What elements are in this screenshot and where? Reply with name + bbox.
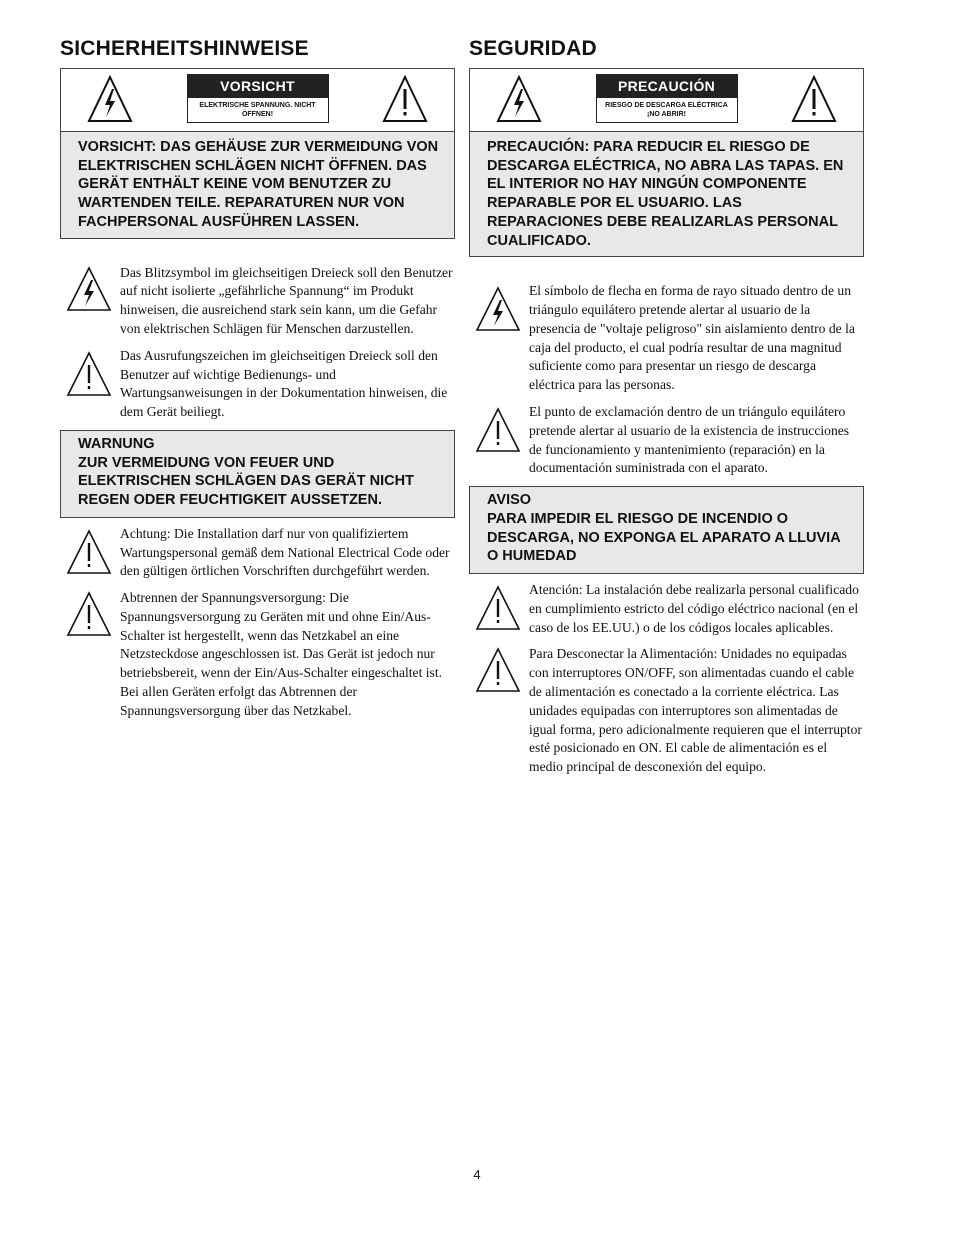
exclamation-symbol-text: El punto de exclamación dentro de un triángulo equilátero pretende alertar al usuario de la existencia de instrucciones de funcionamiento y mantenimiento (reparación) en la documentación suministrada con el aparato. (529, 404, 850, 476)
installation-note (469, 581, 864, 637)
caution-box (469, 68, 864, 257)
warning-title: AVISO (487, 492, 532, 509)
exclamation-triangle-icon (475, 407, 521, 453)
disconnect-note (60, 589, 455, 721)
lightning-symbol-explanation (60, 264, 455, 339)
disconnect-note (469, 645, 864, 777)
caution-label-title: PRECAUCIÓN (597, 75, 737, 98)
warning-text: ZUR VERMEIDUNG VON FEUER UND ELEKTRISCHEN SCHLÄGEN DAS GERÄT NICHT REGEN ODER FEUCHTIGKEIT AUSSETZEN. (78, 454, 414, 508)
exclamation-triangle-icon (66, 529, 112, 575)
exclamation-symbol-explanation (469, 403, 864, 478)
warning-title: WARNUNG (78, 435, 155, 452)
caution-label (187, 74, 329, 123)
exclamation-symbol-explanation (60, 347, 455, 422)
caution-text: VORSICHT: DAS GEHÄUSE ZUR VERMEIDUNG VON ELEKTRISCHEN SCHLÄGEN NICHT ÖFFNEN. DAS GERÄT ENTHÄLT KEINE VOM BENUTZER ZU WARTENDEN TEILE. REPARATUREN NUR VON FACHPERSONAL AUSFÜHREN LASSEN. (61, 132, 454, 238)
exclamation-triangle-icon (475, 647, 521, 693)
lightning-warning-icon (496, 75, 542, 123)
exclamation-triangle-icon (66, 351, 112, 397)
page-number: 4 (473, 1167, 481, 1182)
lightning-symbol-text: El símbolo de flecha en forma de rayo situado dentro de un triángulo equilátero pretende alertar al usuario de la presencia de "voltaje peligroso" sin aislamiento dentro de la caja del producto, el cual podría resultar de una magnitud suficiente como para presentar un riesgo de descarga eléctrica para las personas. (529, 283, 855, 393)
exclamation-warning-icon (382, 75, 428, 123)
lightning-symbol-explanation (469, 282, 864, 395)
installation-text: Achtung: Die Installation darf nur von qualifiziertem Wartungspersonal gemäß dem National Electrical Code oder den gültigen örtlichen Vorschriften durchgeführt werden. (120, 525, 450, 579)
installation-note (60, 525, 455, 581)
caution-label-panel (470, 69, 863, 132)
caution-label-title: VORSICHT (188, 75, 328, 98)
page-title: SEGURIDAD (469, 37, 597, 60)
exclamation-warning-icon (791, 75, 837, 123)
caution-label (596, 74, 738, 123)
exclamation-symbol-text: Das Ausrufungszeichen im gleichseitigen Dreieck soll den Benutzer auf wichtige Bedienungs- und Wartungsanweisungen in der Dokumentation hinweisen, die dem Gerät beiliegt. (120, 347, 448, 420)
caution-label-panel (61, 69, 454, 132)
spanish-column (469, 36, 864, 777)
german-column (60, 36, 455, 721)
warning-box (469, 486, 864, 574)
exclamation-triangle-icon (66, 591, 112, 637)
lightning-triangle-icon (66, 266, 112, 312)
disconnect-text: Para Desconectar la Alimentación: Unidades no equipadas con interruptores ON/OFF, son alimentadas cuando el cable de alimentación es conectado a la corriente eléctrica. Las unidades equipadas con interruptores son alimentadas de igual forma, pero adicionalmente requieren que el interruptor esté posicionado en ON. El cable de alimentación es el medio principal de desconexión del equipo. (529, 646, 862, 775)
caution-text: PRECAUCIÓN: PARA REDUCIR EL RIESGO DE DESCARGA ELÉCTRICA, NO ABRA LAS TAPAS. EN EL INTERIOR NO HAY NINGÚN COMPONENTE REPARABLE POR EL USUARIO. LAS REPARACIONES DEBE REALIZARLAS PERSONAL CUALIFICADO. (470, 132, 863, 256)
caution-box (60, 68, 455, 239)
lightning-symbol-text: Das Blitzsymbol im gleichseitigen Dreieck soll den Benutzer auf nicht isolierte „gefährliche Spannung“ im Produkt hinweisen, die ausreichend stark sein kann, um die Gefahr von elektrischen Schlägen für Menschen darzustellen. (120, 264, 453, 336)
warning-text: PARA IMPEDIR EL RIESGO DE INCENDIO O DESCARGA, NO EXPONGA EL APARATO A LLUVIA O HUMEDAD (487, 510, 841, 565)
lightning-warning-icon (87, 75, 133, 123)
warning-box (60, 430, 455, 518)
disconnect-text: Abtrennen der Spannungsversorgung: Die Spannungsversorgung zu Geräten mit und ohne Ein/Aus-Schalter ist hergestellt, wenn das Netzkabel an eine Netzsteckdose angeschlossen ist. Das Gerät ist jedoch nur betriebsbereit, wenn der Ein/Aus-Schalter eingeschaltet ist. Bei allen Geräten erfolgt das Abtrennen der Spannungsversorgung über das Netzkabel. (120, 590, 442, 718)
caution-label-subtext: RIESGO DE DESCARGA ELÉCTRICA ¡NO ABRIR! (597, 98, 737, 122)
exclamation-triangle-icon (475, 585, 521, 631)
caution-label-subtext: ELEKTRISCHE SPANNUNG. NICHT ÖFFNEN! (188, 98, 328, 122)
installation-text: Atención: La instalación debe realizarla personal cualificado en cumplimiento estricto del código eléctrico nacional (en el caso de los EE.UU.) o de los códigos locales aplicables. (529, 582, 859, 635)
lightning-triangle-icon (475, 286, 521, 332)
page-title: SICHERHEITSHINWEISE (60, 37, 309, 60)
